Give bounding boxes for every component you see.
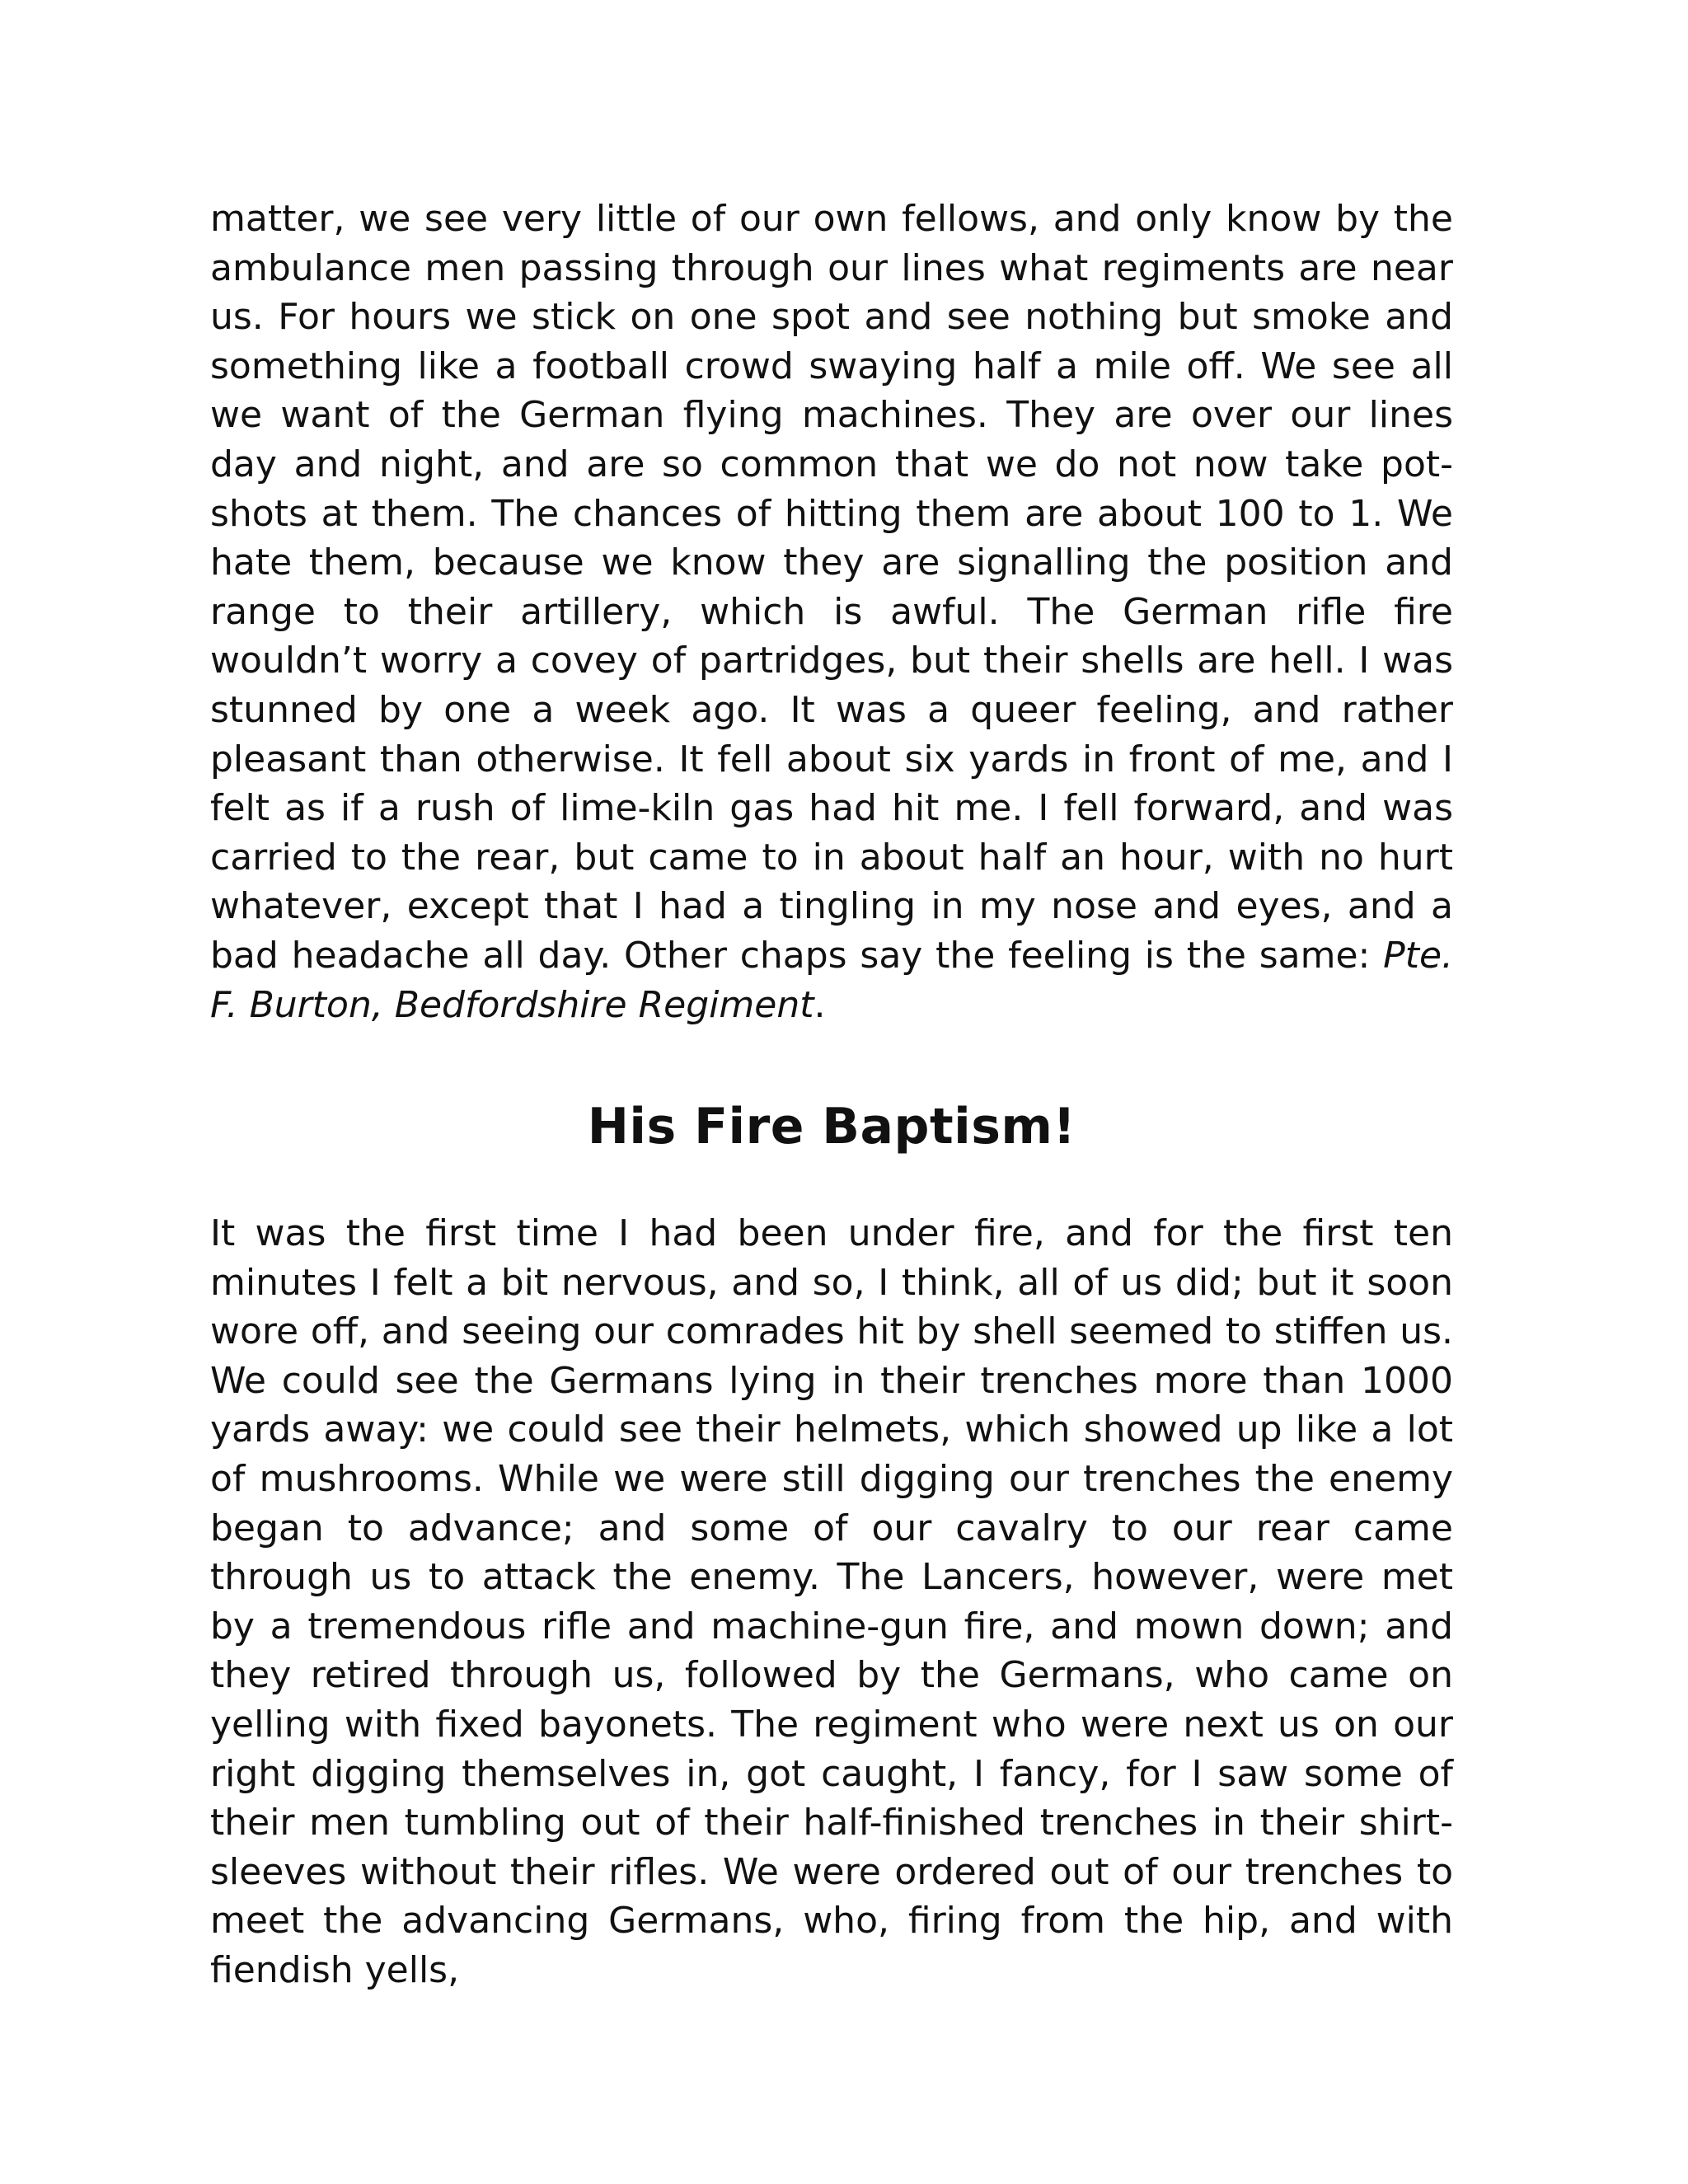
section-heading: His Fire Baptism! — [587, 1098, 1076, 1156]
page-content — [210, 194, 1453, 1995]
paragraph-text: matter, we see very little of our own fellows, and only know by the ambulance men passing through our lines what regiments are near us. For hours we stick on one spot and see nothing but smoke and something like a football crowd swaying half a mile off. We see all we want of the German flying machines. They are over our lines day and night, and are so common that we do not now take pot-shots at them. The chances of hitting them are about 100 to 1. We hate them, because we know they are signalling the position and range to their artillery, which is awful. The German rifle fire wouldn’t worry a covey of partridges, but their shells are hell. I was stunned by one a week ago. It was a queer feeling, and rather pleasant than otherwise. It fell about six yards in front of me, and I felt as if a rush of lime-kiln gas had hit me. I fell forward, and was carried to the rear, but came to in about half an hour, with no hurt whatever, except that I had a tingling in my nose and eyes, and a bad headache all day. Other chaps say the feeling is the same: — [210, 198, 1453, 977]
closing-punctuation: . — [814, 983, 826, 1026]
attribution: Pte. F. Burton, Bedfordshire Regiment — [210, 934, 1453, 1026]
paragraph-burton-letter — [210, 194, 1453, 1029]
paragraph-fire-baptism: It was the first time I had been under fire, and for the first ten minutes I felt a bit nervous, and so, I think, all of us did; but it soon wore off, and seeing our comrades hit by shell seemed to stiffen us. We could see the Germans lying in their trenches more than 1000 yards away: we could see their helmets, which showed up like a lot of mushrooms. While we were still digging our trenches the enemy began to advance; and some of our cavalry to our rear came through us to attack the enemy. The Lancers, however, were met by a tremendous rifle and machine-gun fire, and mown down; and they retired through us, followed by the Germans, who came on yelling with fixed bayonets. The regiment who were next us on our right digging themselves in, got caught, I fancy, for I saw some of their men tumbling out of their half-finished trenches in their shirt-sleeves without their rifles. We were ordered out of our trenches to meet the advancing Germans, who, firing from the hip, and with fiendish yells, — [210, 1212, 1453, 1991]
